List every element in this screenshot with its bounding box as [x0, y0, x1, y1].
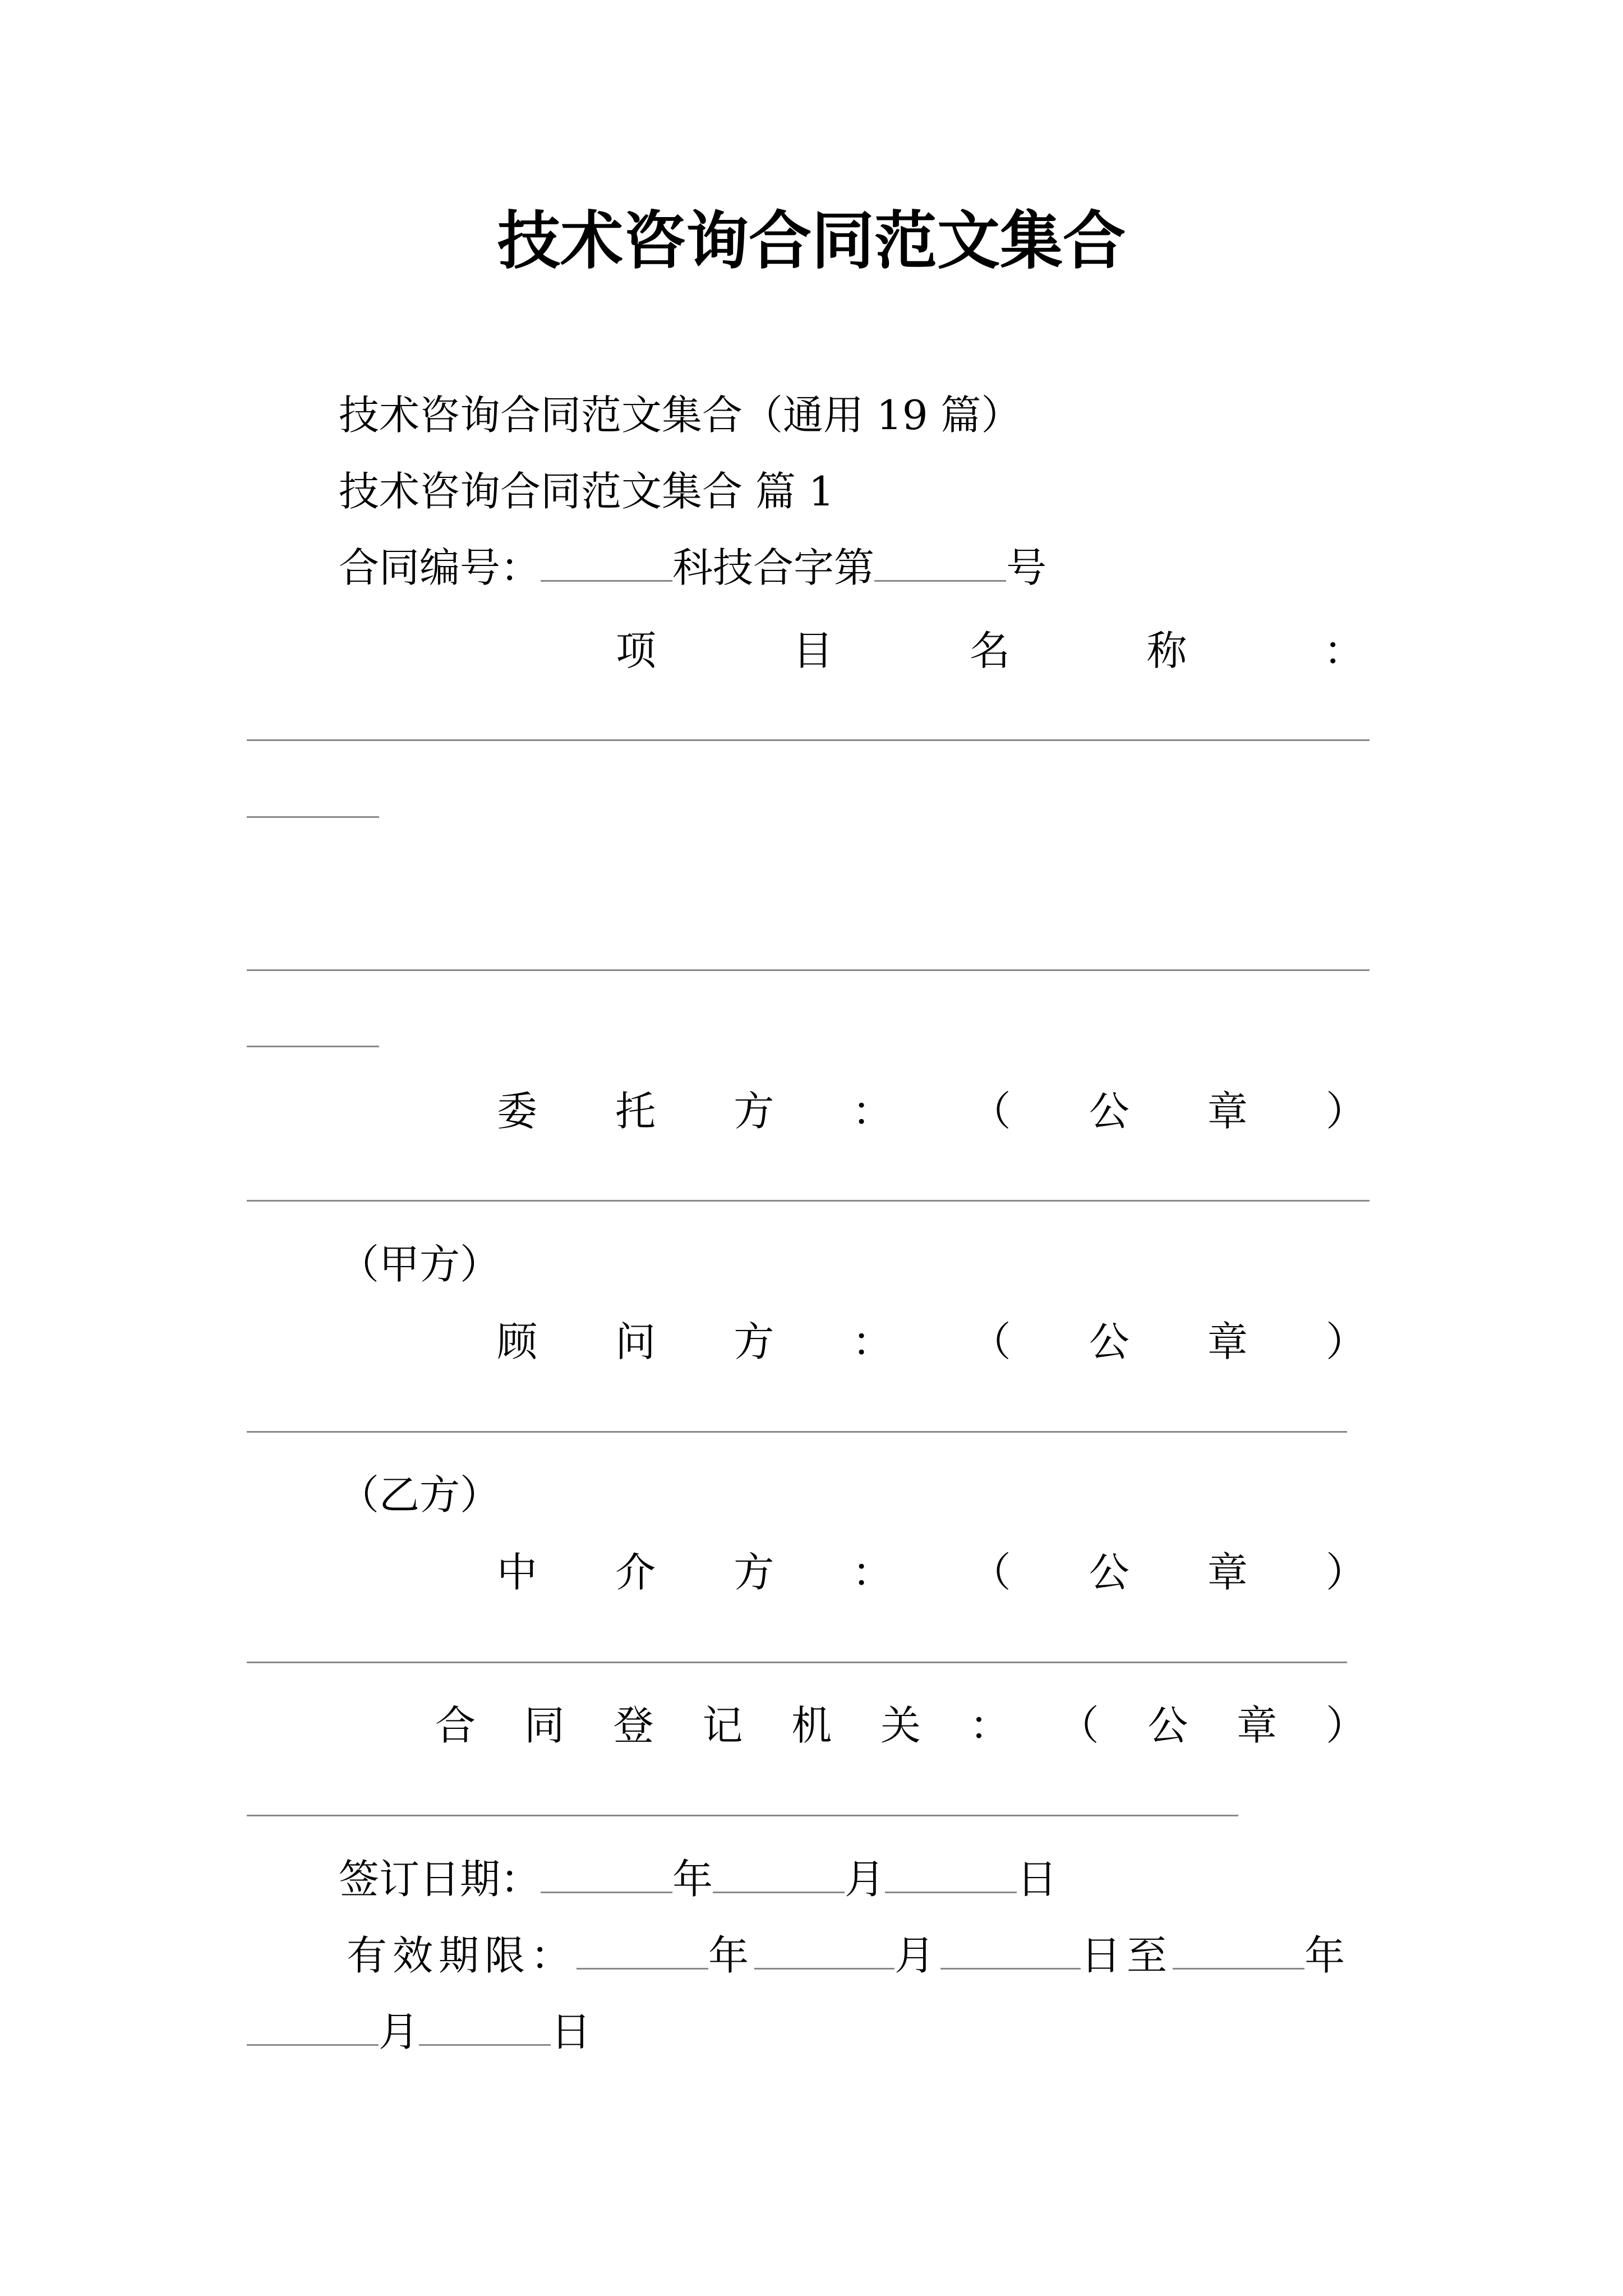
consultant-char: ： [852, 1318, 893, 1365]
validity-month2: 月 [379, 2008, 419, 2055]
intermediary-char: 介 [615, 1549, 656, 1596]
sign-date-month-blank[interactable] [713, 1853, 845, 1893]
registry-char: 关 [880, 1702, 921, 1749]
client-char: 委 [497, 1088, 538, 1135]
section-heading: 技术咨询合同范文集合 篇 1 [339, 468, 834, 515]
intermediary-label [497, 1545, 1366, 1599]
registry-char: 合 [435, 1702, 476, 1749]
registry-underline[interactable] [247, 1815, 1238, 1816]
registry-char: 登 [613, 1702, 654, 1749]
document-title: 技术咨询合同范文集合 [497, 204, 1126, 278]
contract-number-blank-1[interactable] [541, 542, 672, 582]
consultant-char: （ [970, 1318, 1011, 1365]
validity-month2-blank[interactable] [247, 2006, 379, 2046]
validity-line [347, 1929, 1350, 1982]
intermediary-char: 中 [497, 1549, 538, 1596]
validity-day-to: 日至 [1081, 1932, 1173, 1979]
contract-number-end: 号 [1006, 544, 1047, 591]
consultant-party-label: （乙方） [339, 1471, 501, 1519]
project-name-underline-2-tail[interactable] [247, 1046, 379, 1047]
client-char: 章 [1207, 1088, 1248, 1135]
project-name-underline-2[interactable] [247, 969, 1370, 971]
sign-date-year: 年 [672, 1856, 713, 1903]
consultant-char: ） [1325, 1318, 1366, 1365]
registry-char: 章 [1237, 1702, 1278, 1749]
client-party-label: （甲方） [339, 1241, 501, 1288]
consultant-char: 顾 [497, 1318, 538, 1365]
project-name-char: ： [1323, 627, 1364, 674]
intermediary-char: 公 [1089, 1549, 1129, 1596]
client-char: 公 [1089, 1088, 1129, 1135]
validity-year2: 年 [1304, 1932, 1351, 1979]
intermediary-char: （ [970, 1549, 1011, 1596]
registry-char: （ [1058, 1702, 1099, 1749]
sign-date-day: 日 [1017, 1856, 1058, 1903]
sign-date-line [339, 1852, 1057, 1906]
consultant-char: 方 [734, 1318, 774, 1365]
intermediary-underline[interactable] [247, 1662, 1347, 1663]
registry-label [435, 1699, 1366, 1752]
project-name-char: 名 [969, 627, 1010, 674]
validity-year2-blank[interactable] [1173, 1930, 1304, 1970]
sign-date-month: 月 [845, 1856, 886, 1903]
consultant-char: 公 [1089, 1318, 1129, 1365]
registry-char: ： [969, 1702, 1010, 1749]
project-name-underline-1[interactable] [247, 739, 1370, 741]
client-char: 方 [734, 1088, 774, 1135]
contract-number-blank-2[interactable] [874, 542, 1006, 582]
client-char: （ [970, 1088, 1011, 1135]
consultant-label [497, 1315, 1366, 1369]
consultant-underline[interactable] [247, 1431, 1347, 1433]
registry-char: 同 [524, 1702, 565, 1749]
validity-line-cont [247, 2005, 591, 2059]
validity-year-blank[interactable] [577, 1930, 708, 1970]
registry-char: 公 [1147, 1702, 1188, 1749]
intermediary-char: ） [1325, 1549, 1366, 1596]
project-name-char: 项 [616, 627, 657, 674]
sign-date-label: 签订日期： [339, 1856, 541, 1903]
validity-day-blank[interactable] [940, 1930, 1081, 1970]
intermediary-char: 方 [734, 1549, 774, 1596]
document-subtitle: 技术咨询合同范文集合（通用 19 篇） [339, 392, 1022, 439]
intermediary-char: 章 [1207, 1549, 1248, 1596]
validity-month: 月 [895, 1932, 941, 1979]
registry-char: 机 [791, 1702, 832, 1749]
client-label [497, 1084, 1366, 1138]
project-name-underline-1-tail[interactable] [247, 816, 379, 818]
consultant-char: 问 [615, 1318, 656, 1365]
client-char: 托 [615, 1088, 656, 1135]
client-char: ： [852, 1088, 893, 1135]
sign-date-day-blank[interactable] [885, 1853, 1017, 1893]
contract-number-line [339, 541, 1046, 595]
client-underline[interactable] [247, 1200, 1370, 1202]
validity-day2: 日 [551, 2008, 592, 2055]
intermediary-char: ： [852, 1549, 893, 1596]
project-name-label [616, 624, 1364, 678]
validity-day2-blank[interactable] [419, 2006, 551, 2046]
validity-month-blank[interactable] [754, 1930, 895, 1970]
validity-year: 年 [708, 1932, 755, 1979]
project-name-char: 称 [1146, 627, 1187, 674]
project-name-char: 目 [792, 627, 833, 674]
contract-number-mid: 科技合字第 [672, 544, 875, 591]
client-char: ） [1325, 1088, 1366, 1135]
consultant-char: 章 [1207, 1318, 1248, 1365]
registry-char: ） [1325, 1702, 1366, 1749]
sign-date-year-blank[interactable] [541, 1853, 672, 1893]
validity-label: 有效期限： [347, 1932, 577, 1979]
contract-number-label: 合同编号： [339, 544, 541, 591]
registry-char: 记 [702, 1702, 743, 1749]
